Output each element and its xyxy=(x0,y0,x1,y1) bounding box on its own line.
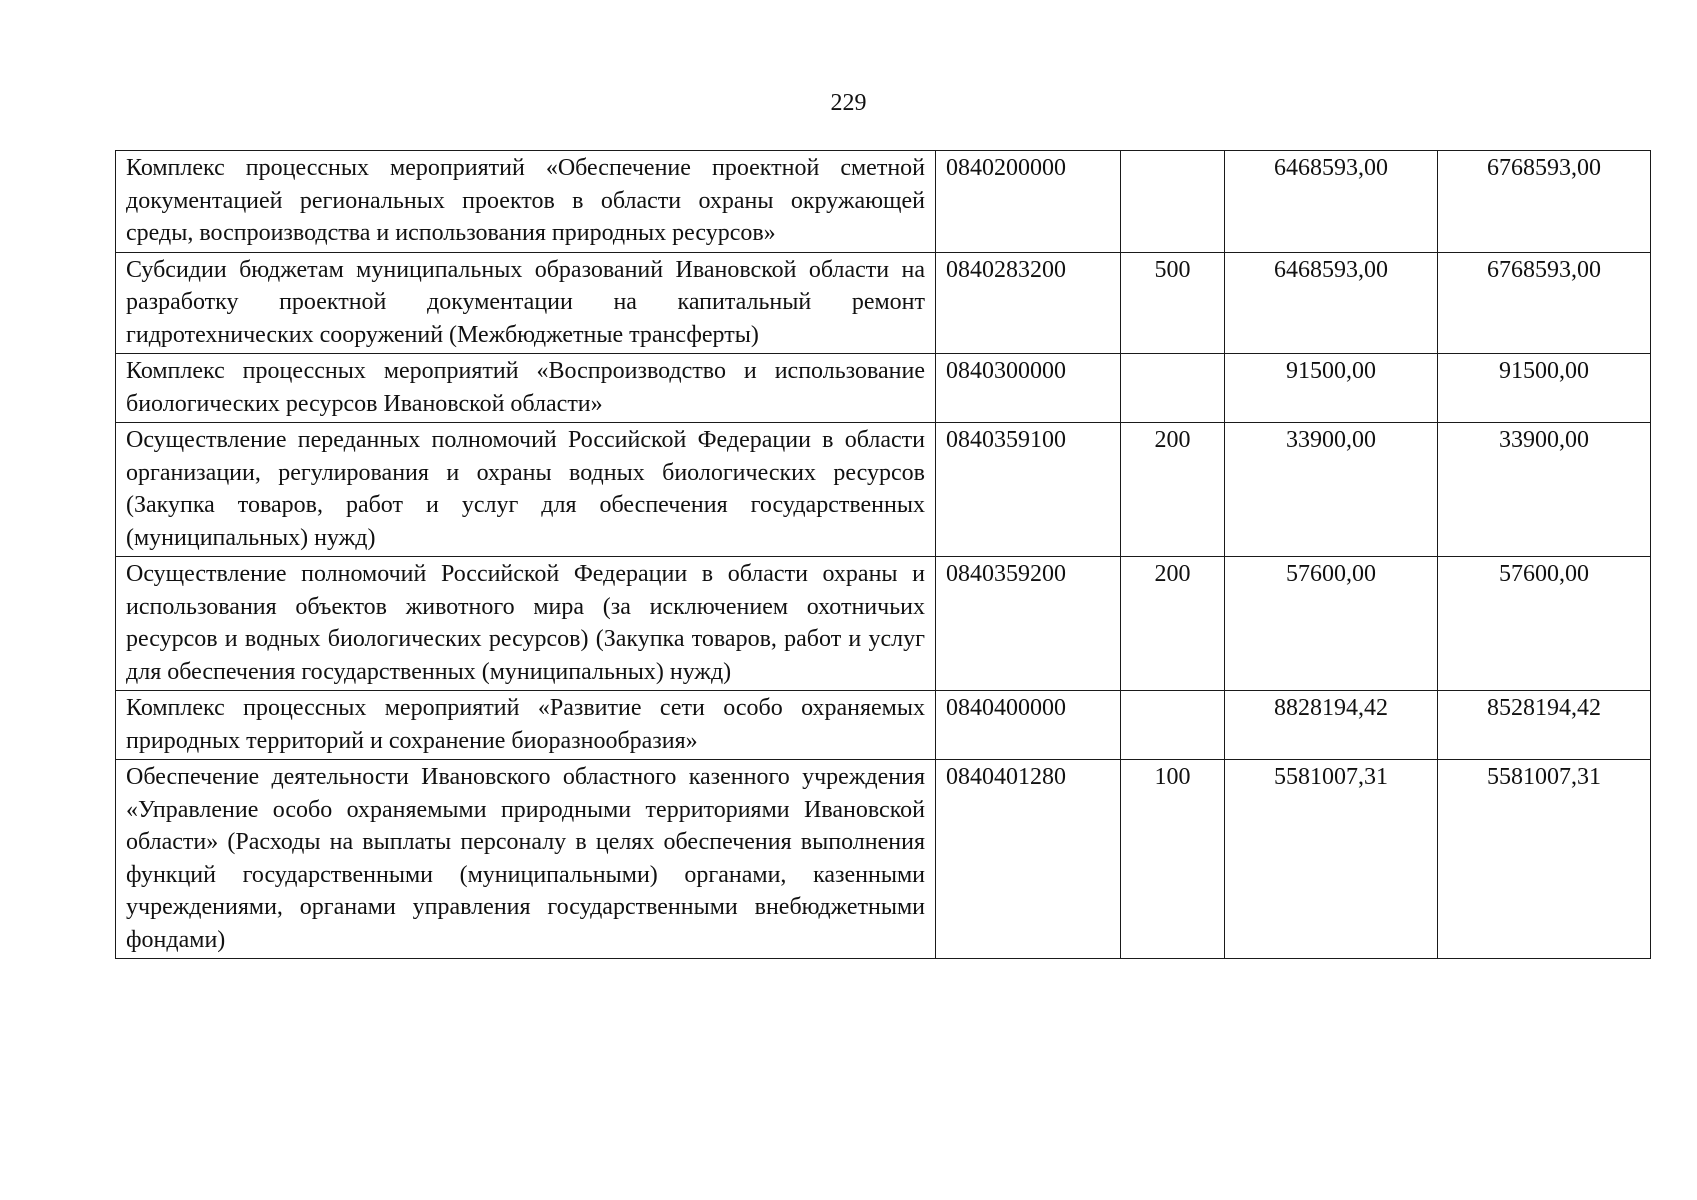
row-description: Осуществление переданных полномочий Российской Федерации в области организации, регулирования и охраны водных биологических ресурсов (Закупка товаров, работ и услуг для обеспечения государственных (муниципальных) нужд) xyxy=(116,423,936,557)
row-code: 0840359200 xyxy=(936,557,1121,691)
budget-table-body xyxy=(116,151,1651,959)
row-sum-2: 6768593,00 xyxy=(1438,151,1651,253)
row-sum-2: 6768593,00 xyxy=(1438,252,1651,354)
table-row xyxy=(116,252,1651,354)
row-expense-type: 200 xyxy=(1121,423,1225,557)
row-description: Комплекс процессных мероприятий «Обеспечение проектной сметной документацией региональных проектов в области охраны окружающей среды, воспроизводства и использования природных ресурсов» xyxy=(116,151,936,253)
row-sum-1: 8828194,42 xyxy=(1225,691,1438,760)
page-number: 229 xyxy=(830,90,867,116)
row-code: 0840283200 xyxy=(936,252,1121,354)
row-description: Субсидии бюджетам муниципальных образований Ивановской области на разработку проектной документации на капитальный ремонт гидротехнических сооружений (Межбюджетные трансферты) xyxy=(116,252,936,354)
row-expense-type: 100 xyxy=(1121,760,1225,959)
budget-table xyxy=(115,150,1651,959)
row-sum-2: 8528194,42 xyxy=(1438,691,1651,760)
row-sum-1: 5581007,31 xyxy=(1225,760,1438,959)
table-row xyxy=(116,354,1651,423)
row-sum-1: 6468593,00 xyxy=(1225,151,1438,253)
row-description: Комплекс процессных мероприятий «Развитие сети особо охраняемых природных территорий и сохранение биоразнообразия» xyxy=(116,691,936,760)
row-sum-1: 33900,00 xyxy=(1225,423,1438,557)
row-sum-1: 6468593,00 xyxy=(1225,252,1438,354)
row-expense-type: 200 xyxy=(1121,557,1225,691)
table-row xyxy=(116,691,1651,760)
row-expense-type xyxy=(1121,691,1225,760)
row-sum-1: 57600,00 xyxy=(1225,557,1438,691)
row-sum-2: 33900,00 xyxy=(1438,423,1651,557)
table-row xyxy=(116,557,1651,691)
row-code: 0840200000 xyxy=(936,151,1121,253)
row-description: Обеспечение деятельности Ивановского областного казенного учреждения «Управление особо охраняемыми природными территориями Ивановской области» (Расходы на выплаты персоналу в целях обеспечения выполнения функций государственными (муниципальными) органами, казенными учреждениями, органами управления государственными внебюджетными фондами) xyxy=(116,760,936,959)
row-expense-type: 500 xyxy=(1121,252,1225,354)
row-code: 0840400000 xyxy=(936,691,1121,760)
row-code: 0840300000 xyxy=(936,354,1121,423)
row-code: 0840401280 xyxy=(936,760,1121,959)
row-description: Осуществление полномочий Российской Федерации в области охраны и использования объектов животного мира (за исключением охотничьих ресурсов и водных биологических ресурсов) (Закупка товаров, работ и услуг для обеспечения государственных (муниципальных) нужд) xyxy=(116,557,936,691)
row-sum-2: 5581007,31 xyxy=(1438,760,1651,959)
table-row xyxy=(116,151,1651,253)
row-expense-type xyxy=(1121,354,1225,423)
table-row xyxy=(116,760,1651,959)
row-sum-2: 57600,00 xyxy=(1438,557,1651,691)
row-sum-2: 91500,00 xyxy=(1438,354,1651,423)
row-expense-type xyxy=(1121,151,1225,253)
row-description: Комплекс процессных мероприятий «Воспроизводство и использование биологических ресурсов Ивановской области» xyxy=(116,354,936,423)
row-sum-1: 91500,00 xyxy=(1225,354,1438,423)
table-row xyxy=(116,423,1651,557)
row-code: 0840359100 xyxy=(936,423,1121,557)
